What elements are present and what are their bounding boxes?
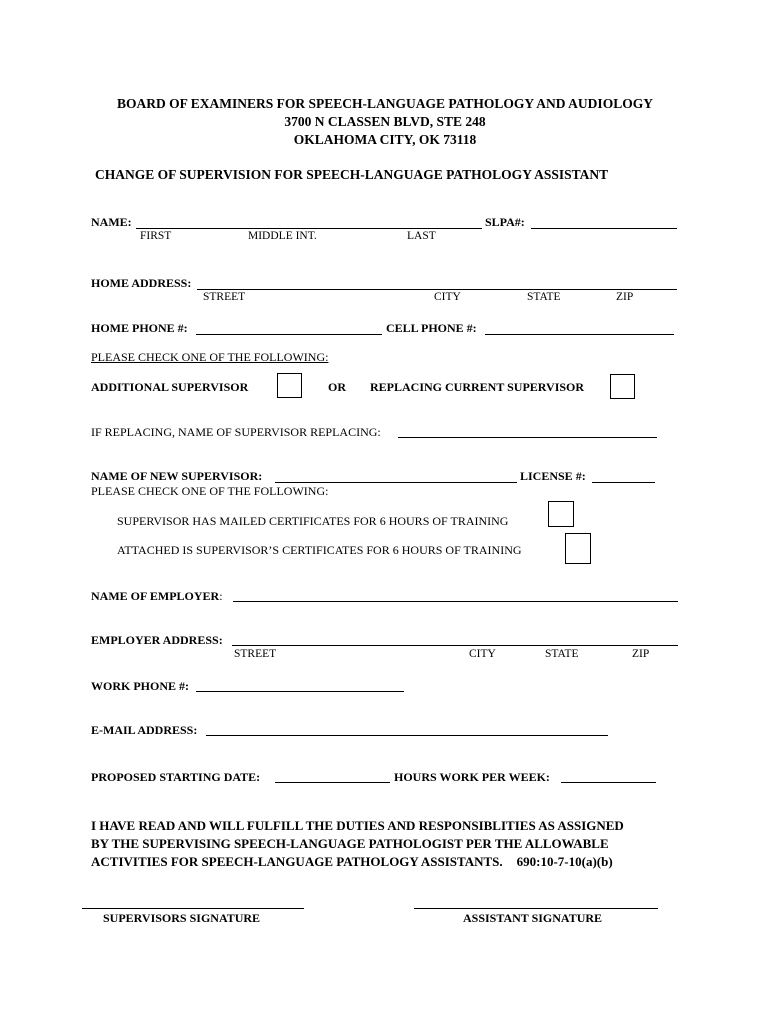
name-field[interactable] — [136, 228, 482, 229]
start-date-label: PROPOSED STARTING DATE: — [91, 770, 261, 784]
hours-per-week-label: HOURS WORK PER WEEK: — [394, 770, 550, 784]
start-date-field[interactable] — [275, 782, 390, 783]
replacing-supervisor-checkbox[interactable] — [610, 374, 635, 399]
statement-line-3 — [91, 853, 613, 871]
name-last-caption: LAST — [407, 230, 436, 242]
name-middle-caption: MIDDLE INT. — [248, 230, 317, 242]
attached-certificates-label: ATTACHED IS SUPERVISOR’S CERTIFICATES FOR 6 HOURS OF TRAINING — [117, 543, 522, 557]
assistant-signature-label: ASSISTANT SIGNATURE — [463, 911, 603, 925]
cell-phone-field[interactable] — [485, 334, 674, 335]
check-one-instruction: PLEASE CHECK ONE OF THE FOLLOWING: — [91, 350, 329, 364]
board-street-address: 3700 N CLASSEN BLVD, STE 248 — [284, 114, 486, 129]
board-city-address: OKLAHOMA CITY, OK 73118 — [293, 132, 477, 147]
home-address-field[interactable] — [197, 289, 677, 290]
home-phone-label: HOME PHONE #: — [91, 321, 188, 335]
home-street-caption: STREET — [203, 291, 246, 303]
statement-line-2: BY THE SUPERVISING SPEECH-LANGUAGE PATHOLOGIST PER THE ALLOWABLE — [91, 836, 609, 851]
employer-name-label: NAME OF EMPLOYER — [91, 589, 220, 603]
additional-supervisor-label: ADDITIONAL SUPERVISOR — [91, 380, 249, 394]
name-first-caption: FIRST — [140, 230, 172, 242]
license-label: LICENSE #: — [520, 469, 586, 483]
additional-supervisor-checkbox[interactable] — [277, 373, 302, 398]
new-supervisor-name-field[interactable] — [275, 482, 517, 483]
replacing-supervisor-label: REPLACING CURRENT SUPERVISOR — [370, 380, 585, 394]
if-replacing-label: IF REPLACING, NAME OF SUPERVISOR REPLACING: — [91, 425, 381, 439]
assistant-signature-line[interactable] — [414, 908, 658, 909]
statement-citation: 690:10-7-10(a)(b) — [516, 854, 613, 869]
hours-per-week-field[interactable] — [561, 782, 656, 783]
employer-street-caption: STREET — [234, 648, 277, 660]
work-phone-label: WORK PHONE #: — [91, 679, 189, 693]
employer-name-colon: : — [219, 589, 223, 603]
cell-phone-label: CELL PHONE #: — [386, 321, 477, 335]
or-label: OR — [328, 380, 346, 394]
mailed-certificates-label: SUPERVISOR HAS MAILED CERTIFICATES FOR 6 HOURS OF TRAINING — [117, 514, 509, 528]
supervisor-signature-line[interactable] — [82, 908, 304, 909]
statement-activities: ACTIVITIES FOR SPEECH-LANGUAGE PATHOLOGY ASSISTANTS. — [91, 854, 503, 869]
form-title: CHANGE OF SUPERVISION FOR SPEECH-LANGUAGE PATHOLOGY ASSISTANT — [95, 167, 609, 182]
home-city-caption: CITY — [434, 291, 461, 303]
email-label: E-MAIL ADDRESS: — [91, 723, 198, 737]
slpa-number-field[interactable] — [531, 228, 677, 229]
employer-state-caption: STATE — [545, 648, 579, 660]
email-field[interactable] — [206, 735, 608, 736]
attached-certificates-checkbox[interactable] — [565, 533, 591, 564]
new-supervisor-label: NAME OF NEW SUPERVISOR: — [91, 469, 263, 483]
home-phone-field[interactable] — [196, 334, 382, 335]
employer-city-caption: CITY — [469, 648, 496, 660]
check-one-instruction-2: PLEASE CHECK ONE OF THE FOLLOWING: — [91, 484, 329, 498]
replacing-supervisor-name-field[interactable] — [398, 437, 657, 438]
mailed-certificates-checkbox[interactable] — [548, 501, 574, 527]
employer-address-field[interactable] — [232, 645, 678, 646]
statement-line-1: I HAVE READ AND WILL FULFILL THE DUTIES AND RESPONSIBLITIES AS ASSIGNED — [91, 818, 624, 833]
employer-zip-caption: ZIP — [632, 648, 650, 660]
license-number-field[interactable] — [592, 482, 655, 483]
employer-address-label: EMPLOYER ADDRESS: — [91, 633, 223, 647]
name-label: NAME: — [91, 215, 132, 229]
board-name: BOARD OF EXAMINERS FOR SPEECH-LANGUAGE PATHOLOGY AND AUDIOLOGY — [117, 96, 653, 111]
employer-name-field[interactable] — [233, 601, 678, 602]
home-state-caption: STATE — [527, 291, 561, 303]
slpa-label: SLPA#: — [485, 215, 525, 229]
work-phone-field[interactable] — [196, 691, 404, 692]
supervisor-signature-label: SUPERVISORS SIGNATURE — [103, 911, 261, 925]
home-address-label: HOME ADDRESS: — [91, 276, 192, 290]
home-zip-caption: ZIP — [616, 291, 634, 303]
